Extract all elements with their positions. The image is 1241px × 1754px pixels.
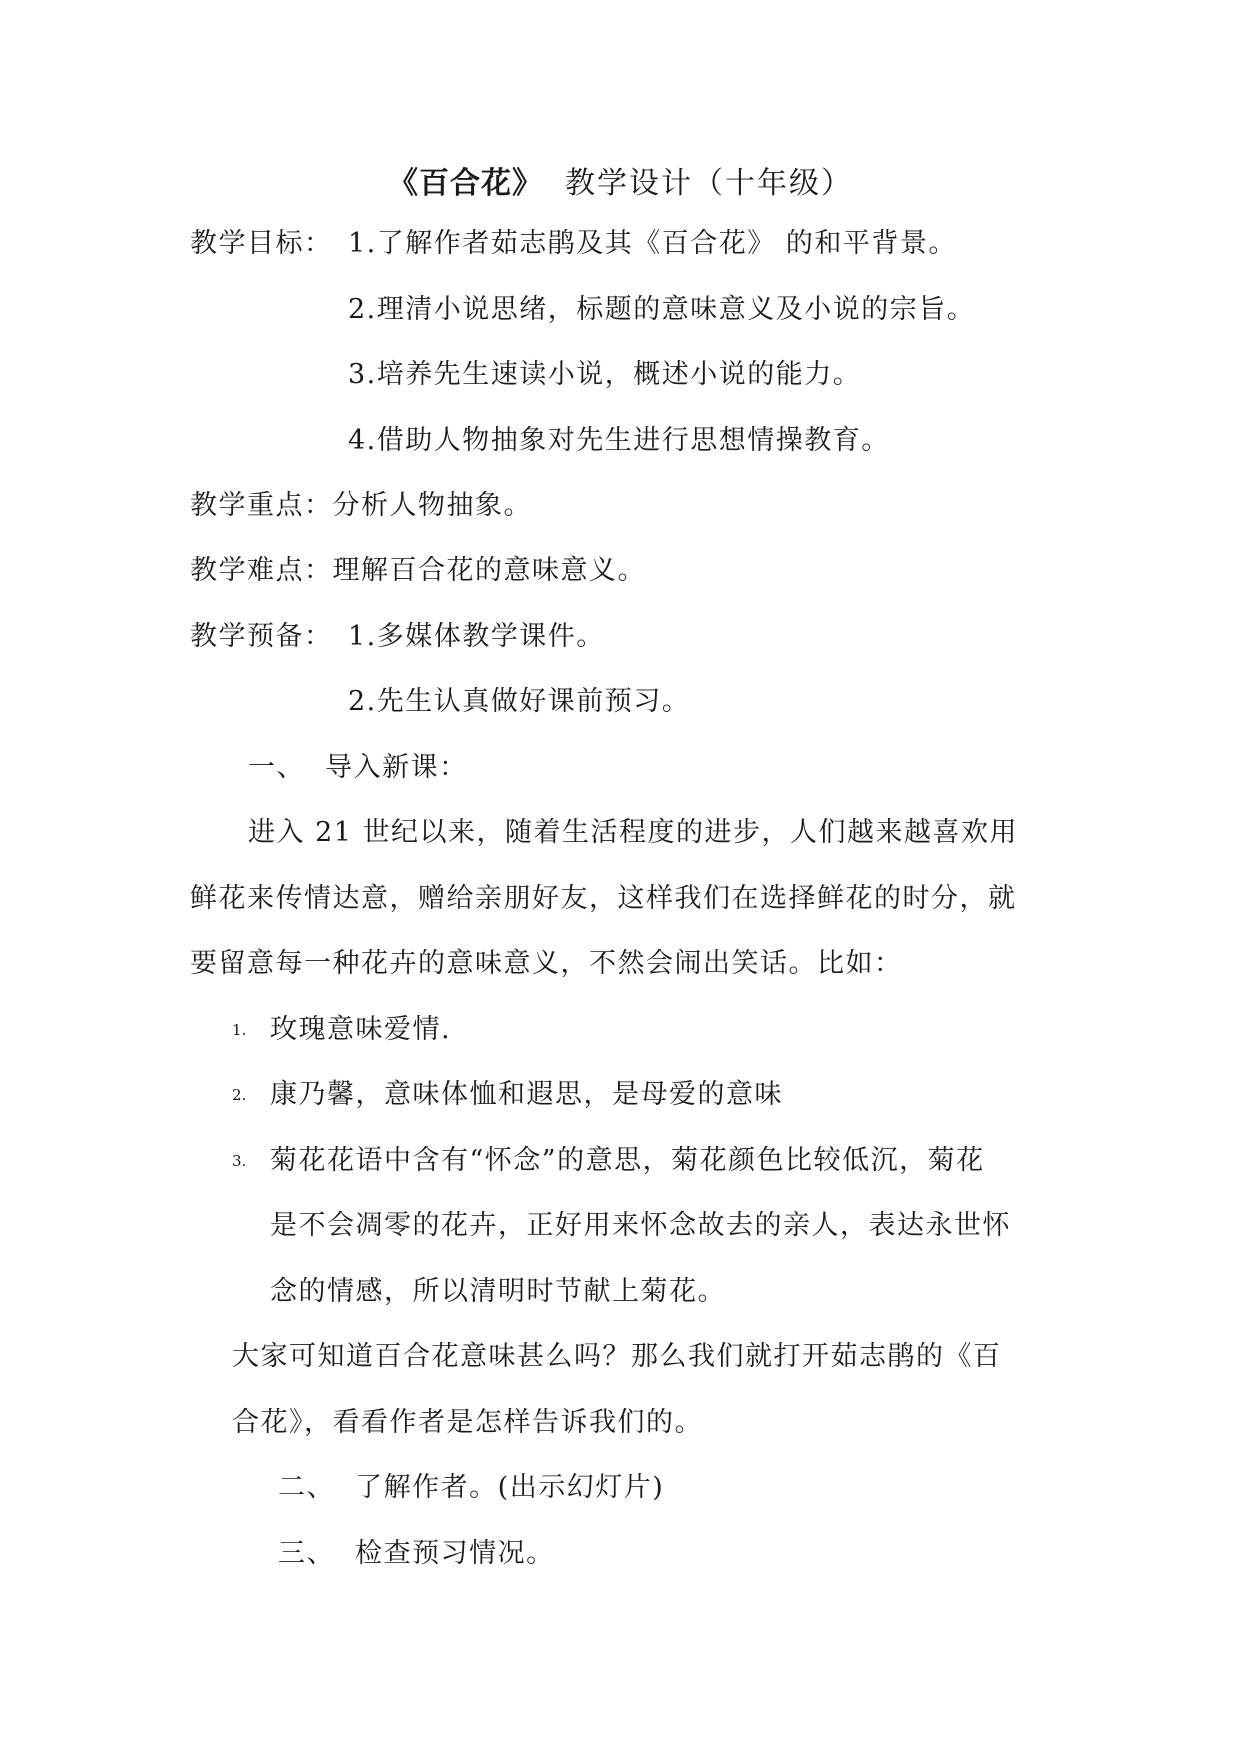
- document-title: [0, 164, 1241, 204]
- list-item-3-line-2: 是不会凋零的花卉，正好用来怀念故去的亲人，表达永世怀: [270, 1210, 1011, 1241]
- intro-line-3: 要留意每一种花卉的意味意义，不然会闹出笑话。比如：: [190, 948, 903, 979]
- title-subtitle: 教学设计（十年级）: [565, 166, 853, 201]
- list-number-3: 3.: [232, 1152, 247, 1170]
- question-line-1: 大家可知道百合花意味甚么吗？那么我们就打开茹志鹃的《百: [232, 1341, 1002, 1372]
- key-point: 教学重点：分析人物抽象。: [190, 490, 532, 521]
- section-heading-1: 一、 导入新课：: [248, 752, 468, 783]
- intro-line-2: 鲜花来传情达意，赠给亲朋好友，这样我们在选择鲜花的时分，就: [190, 883, 1017, 914]
- question-line-2: 合花》，看看作者是怎样告诉我们的。: [232, 1407, 703, 1438]
- objective-4: 4.借助人物抽象对先生进行思想情操教育。: [348, 425, 890, 456]
- section-heading-2: 二、 了解作者。(出示幻灯片): [278, 1472, 665, 1503]
- list-number-1: 1.: [232, 1021, 247, 1039]
- list-item-2: 康乃馨，意味体恤和遐思，是母爱的意味: [270, 1079, 783, 1110]
- title-book-name: 《百合花》: [388, 166, 543, 201]
- intro-line-1: 进入 21 世纪以来，随着生活程度的进步，人们越来越喜欢用: [248, 817, 1019, 848]
- list-item-3-line-3: 念的情感，所以清明时节献上菊花。: [270, 1276, 726, 1307]
- list-item-3-line-1: 菊花花语中含有“怀念”的意思，菊花颜色比较低沉，菊花: [270, 1145, 985, 1176]
- objective-3: 3.培养先生速读小说，概述小说的能力。: [348, 359, 862, 390]
- section-heading-3: 三、 检查预习情况。: [278, 1538, 555, 1569]
- prep-2: 2.先生认真做好课前预习。: [348, 686, 691, 717]
- prep-label: 教学预备：: [190, 621, 333, 652]
- list-number-2: 2.: [232, 1086, 247, 1104]
- difficulty: 教学难点：理解百合花的意味意义。: [190, 555, 646, 586]
- objective-2: 2.理清小说思绪，标题的意味意义及小说的宗旨。: [348, 294, 976, 325]
- objective-1: 1.了解作者茹志鹃及其《百合花》 的和平背景。: [348, 228, 957, 259]
- objectives-label: 教学目标：: [190, 228, 333, 259]
- prep-1: 1.多媒体教学课件。: [348, 621, 605, 652]
- list-item-1: 玫瑰意味爱情.: [270, 1014, 452, 1045]
